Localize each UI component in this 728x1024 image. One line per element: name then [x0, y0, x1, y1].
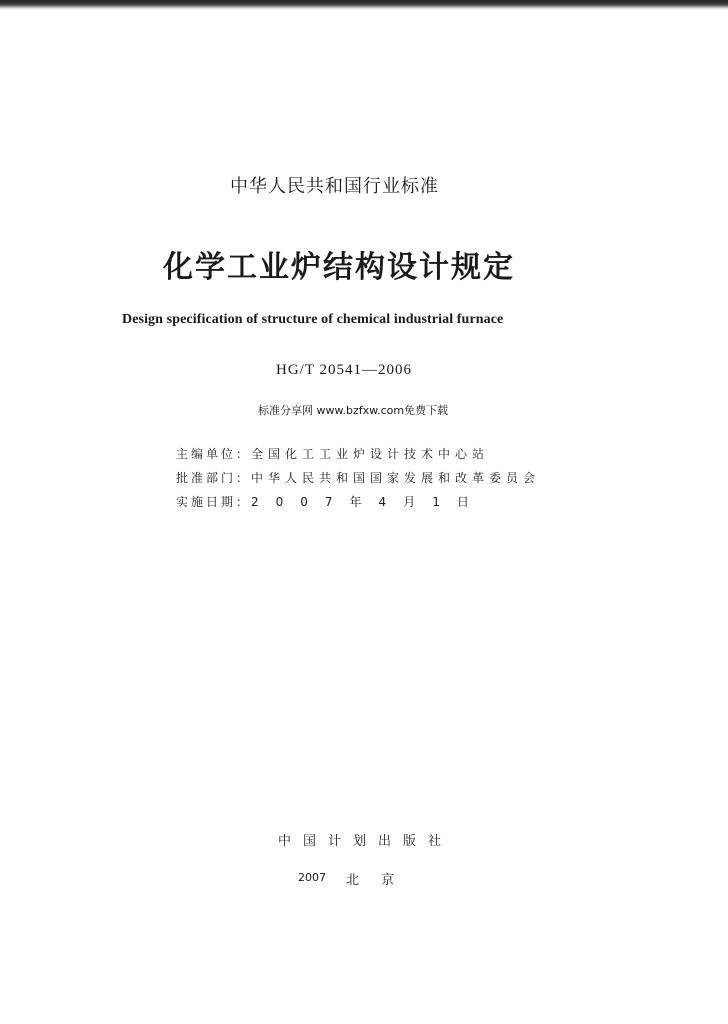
date-row [176, 490, 540, 514]
scan-top-edge [0, 0, 728, 10]
publication-year: 2007 [298, 871, 326, 884]
standard-code: HG/T 20541—2006 [276, 362, 412, 378]
publisher-name: 中国计划出版社 [278, 834, 454, 849]
watermark-text: 标准分享网 www.bzfxw.com免费下载 [258, 404, 449, 417]
standard-category: 中华人民共和国行业标准 [230, 176, 439, 197]
editor-label: 主编单位： [176, 447, 252, 461]
document-title-chinese: 化学工业炉结构设计规定 [163, 250, 515, 285]
approver-value: 中华人民共和国国家发展和改革委员会 [251, 471, 541, 485]
publication-city: 北京 [346, 873, 417, 888]
publication-info [176, 442, 540, 514]
approver-row [176, 466, 540, 490]
date-value: 2007年4月1日 [251, 495, 486, 509]
approver-label: 批准部门： [176, 471, 252, 485]
date-label: 实施日期： [176, 495, 252, 509]
document-title-english: Design specification of structure of chemical industrial furnace [122, 312, 504, 327]
editor-row [176, 442, 540, 466]
editor-value: 全国化工工业炉设计技术中心站 [251, 447, 490, 461]
